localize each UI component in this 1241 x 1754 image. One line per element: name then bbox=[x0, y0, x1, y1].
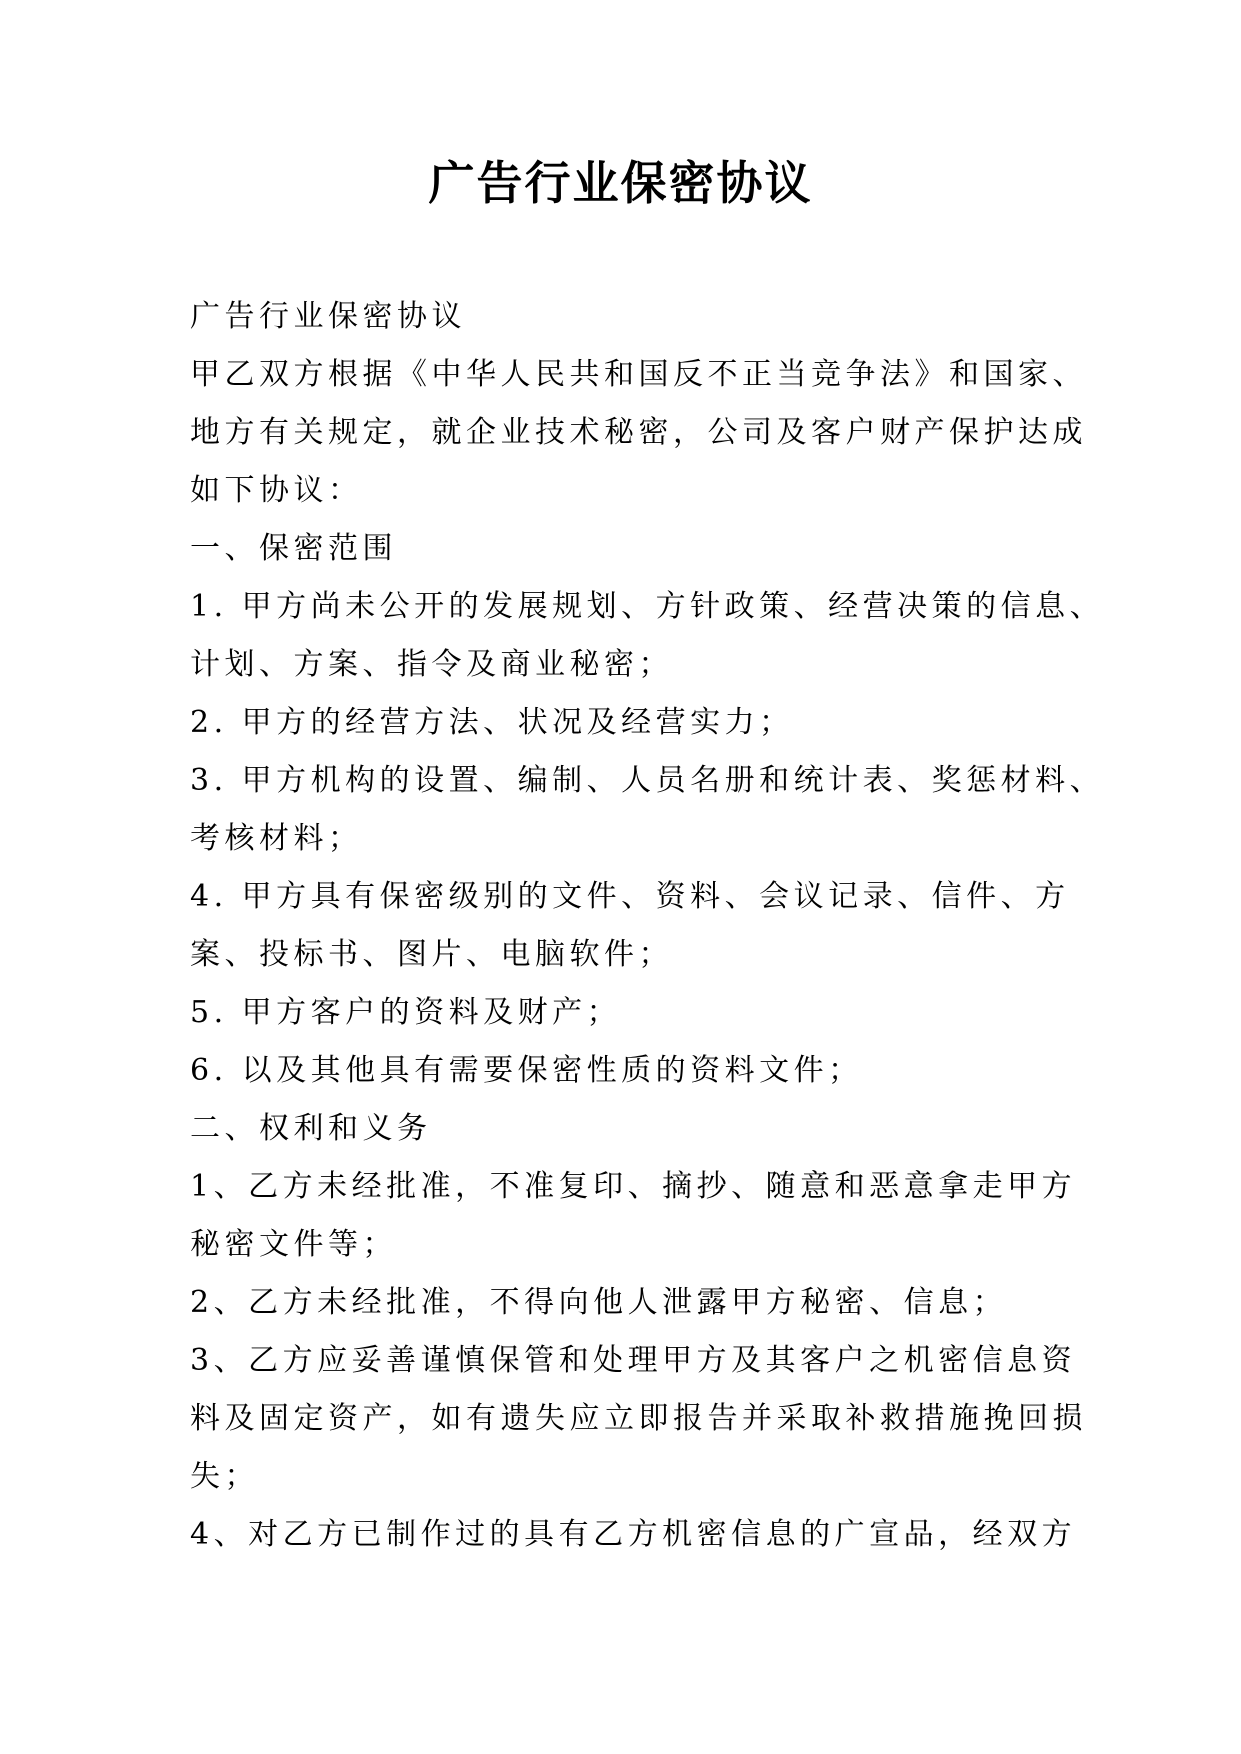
text-line: 3、乙方应妥善谨慎保管和处理甲方及其客户之机密信息资 bbox=[190, 1343, 1077, 1378]
text-line: 考核材料； bbox=[190, 821, 363, 856]
text-line: 2. 甲方的经营方法、状况及经营实力； bbox=[190, 705, 794, 740]
text-line: 地方有关规定，就企业技术秘密，公司及客户财产保护达成 bbox=[190, 415, 1087, 450]
text-line: 5. 甲方客户的资料及财产； bbox=[190, 995, 622, 1030]
text-line: 料及固定资产，如有遗失应立即报告并采取补救措施挽回损 bbox=[190, 1401, 1087, 1436]
text-line: 3. 甲方机构的设置、编制、人员名册和统计表、奖惩材料、 bbox=[190, 763, 1105, 798]
section-heading: 二、权利和义务 bbox=[190, 1111, 432, 1146]
text-line: 1、乙方未经批准，不准复印、摘抄、随意和恶意拿走甲方 bbox=[190, 1169, 1077, 1204]
section-heading: 一、保密范围 bbox=[190, 531, 397, 566]
text-line: 计划、方案、指令及商业秘密； bbox=[190, 647, 673, 682]
text-line: 如下协议： bbox=[190, 473, 363, 508]
text-line: 4、对乙方已制作过的具有乙方机密信息的广宣品，经双方 bbox=[190, 1517, 1077, 1552]
text-line: 4. 甲方具有保密级别的文件、资料、会议记录、信件、方 bbox=[190, 879, 1070, 914]
text-line: 失； bbox=[190, 1459, 259, 1494]
document-title: 广告行业保密协议 bbox=[428, 156, 813, 210]
text-line: 广告行业保密协议 bbox=[190, 299, 466, 334]
text-line: 6. 以及其他具有需要保密性质的资料文件； bbox=[190, 1053, 863, 1088]
text-line: 秘密文件等； bbox=[190, 1227, 397, 1262]
text-line: 案、投标书、图片、电脑软件； bbox=[190, 937, 673, 972]
document-body bbox=[190, 288, 1105, 1564]
text-line: 甲乙双方根据《中华人民共和国反不正当竞争法》和国家、 bbox=[190, 357, 1087, 392]
text-line: 1. 甲方尚未公开的发展规划、方针政策、经营决策的信息、 bbox=[190, 589, 1105, 624]
text-line: 2、乙方未经批准，不得向他人泄露甲方秘密、信息； bbox=[190, 1285, 1008, 1320]
